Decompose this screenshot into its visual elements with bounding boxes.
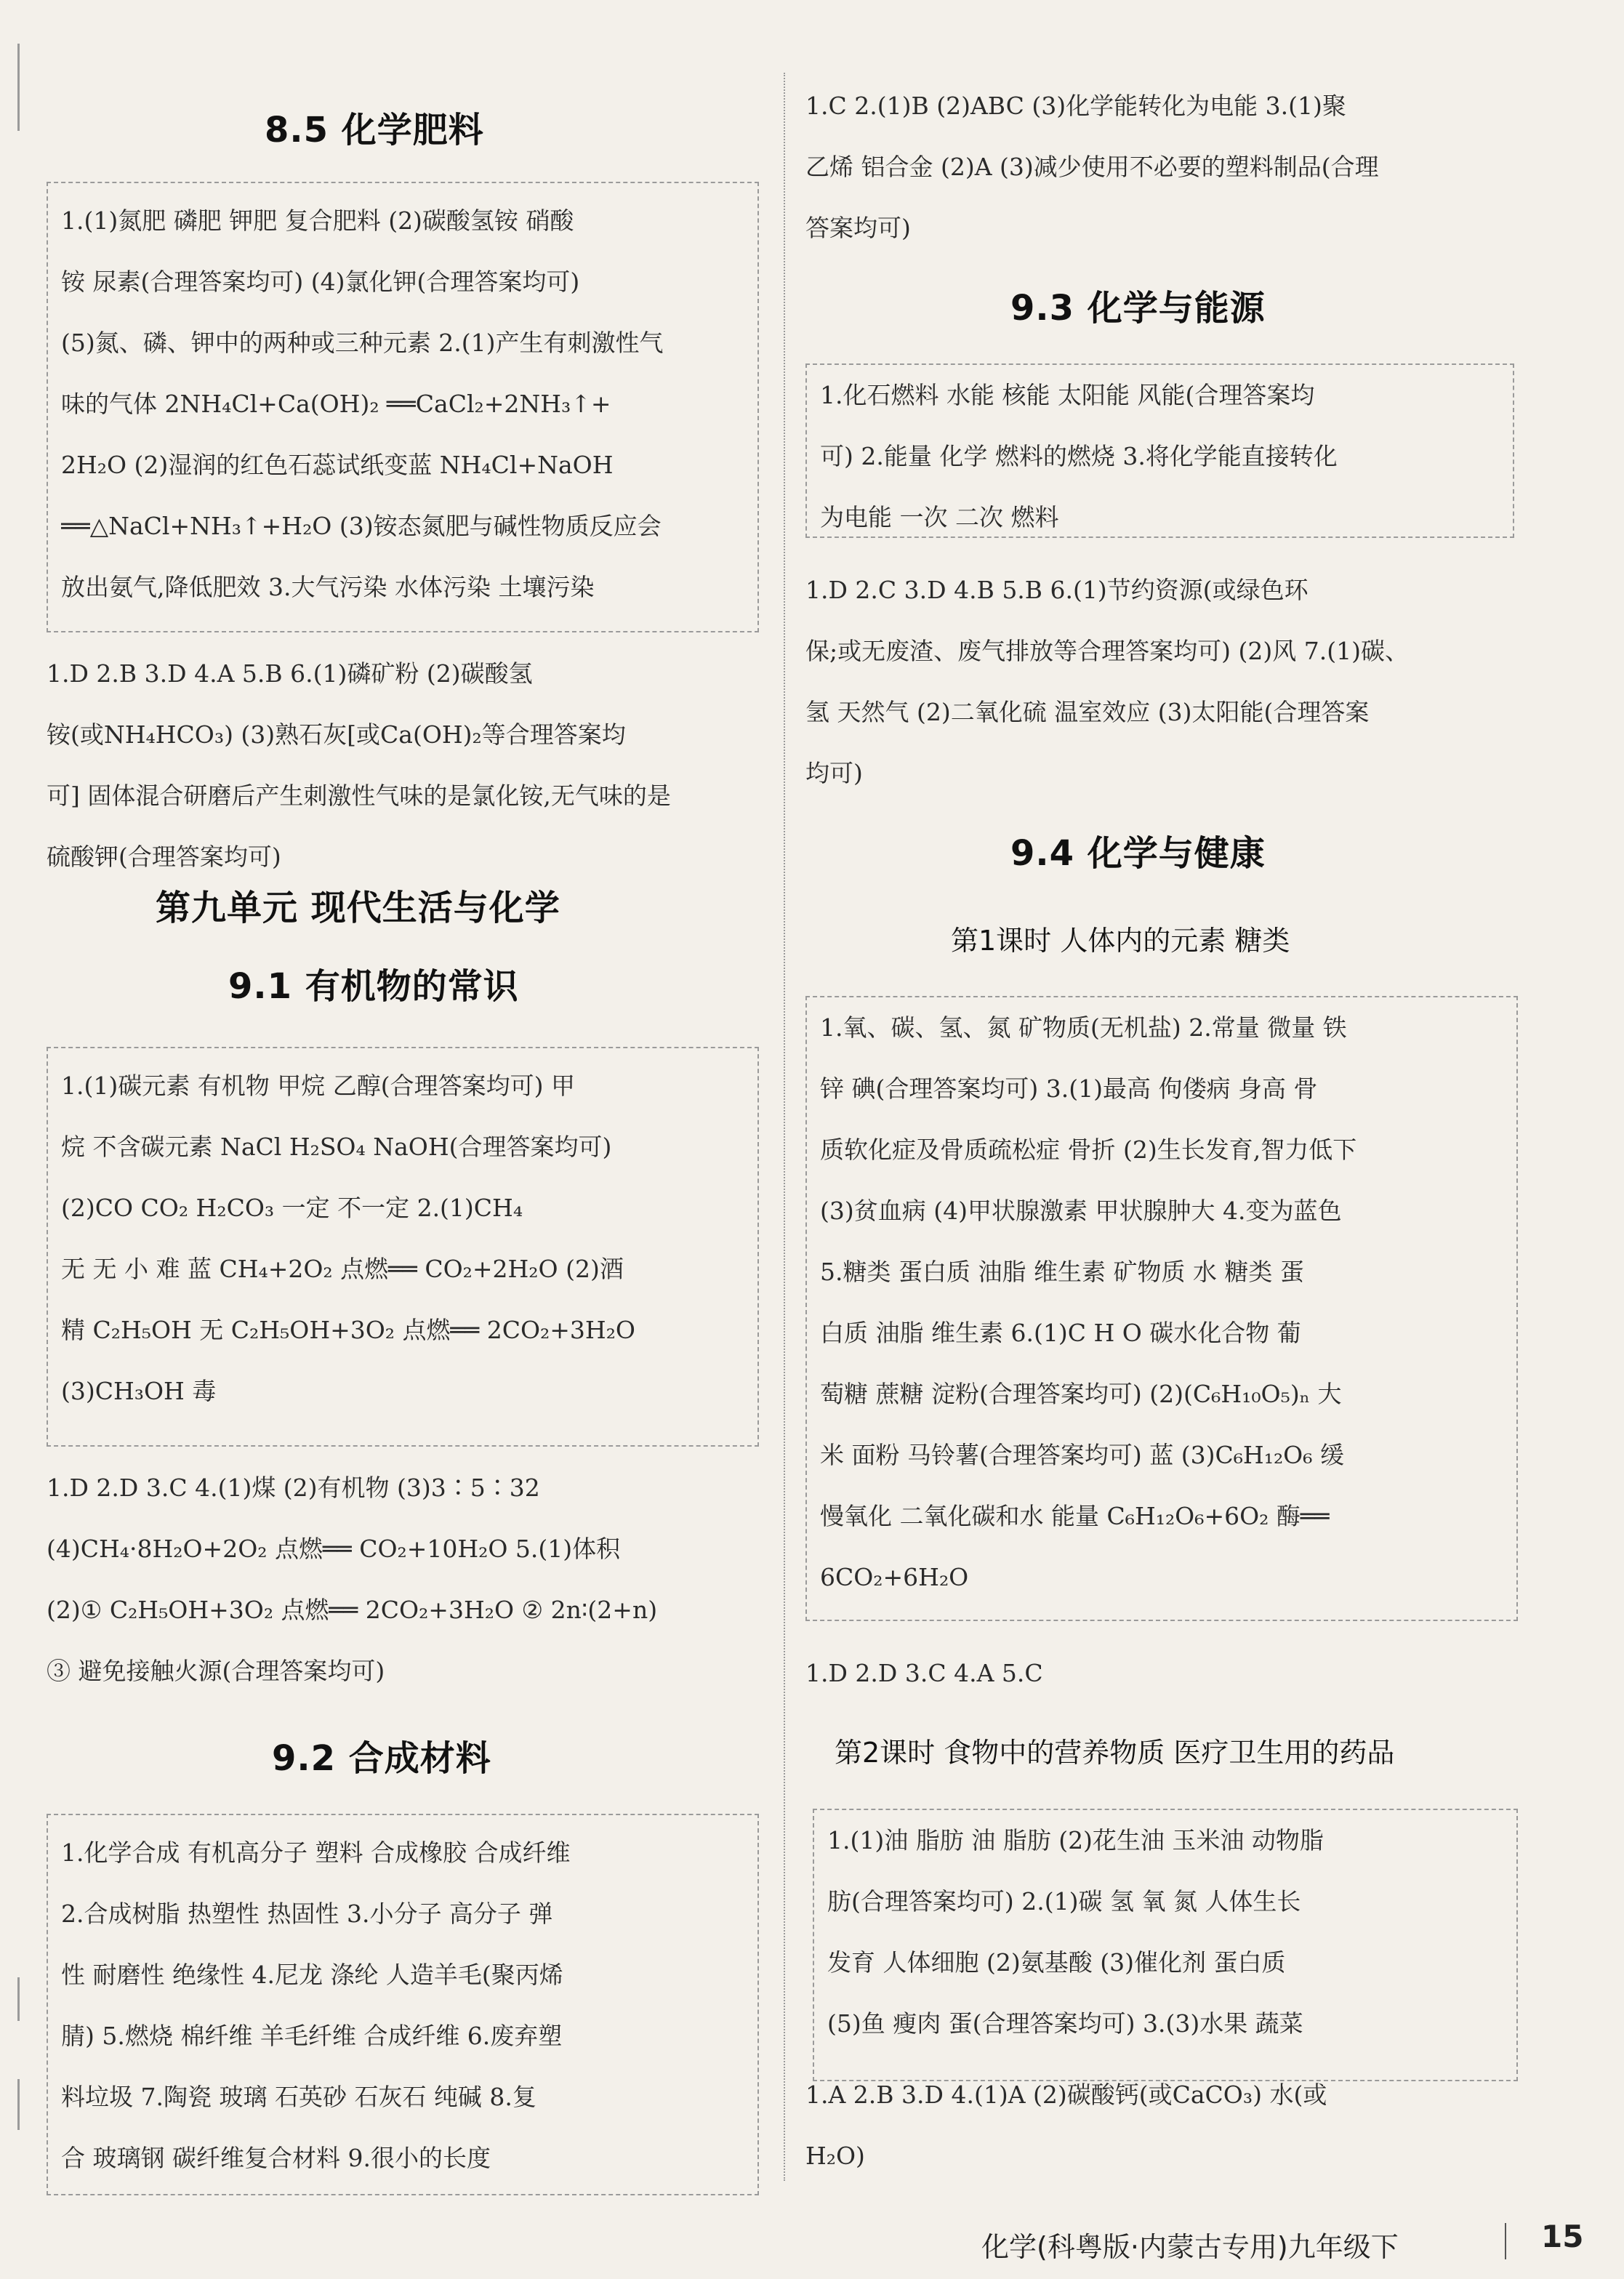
box-line: 白质 油脂 维生素 6.(1)C H O 碳水化合物 葡 [820,1319,1301,1347]
box-line: 1.化石燃料 水能 核能 太阳能 风能(合理答案均 [820,381,1315,409]
page-number: 15 [1541,2219,1584,2254]
margin-mark [17,44,20,131]
answers-9-3 [805,560,1532,804]
box-line: 精 C₂H₅OH 无 C₂H₅OH+3O₂ 点燃══ 2CO₂+3H₂O [61,1316,635,1344]
box-line: 萄糖 蔗糖 淀粉(合理答案均可) (2)(C₆H₁₀O₅)ₙ 大 [820,1380,1342,1408]
answer-line: 乙烯 铝合金 (2)A (3)减少使用不必要的塑料制品(合理 [805,153,1379,181]
box-line: ══△NaCl+NH₃↑+H₂O (3)铵态氮肥与碱性物质反应会 [61,512,662,540]
box-line: 合 玻璃钢 碳纤维复合材料 9.很小的长度 [61,2144,491,2172]
answer-line: (2)① C₂H₅OH+3O₂ 点燃══ 2CO₂+3H₂O ② 2n∶(2+n) [47,1596,658,1624]
answer-box-9-1 [47,1047,759,1447]
box-line: (3)贫血病 (4)甲状腺激素 甲状腺肿大 4.变为蓝色 [820,1197,1342,1225]
box-line: (3)CH₃OH 毒 [61,1377,217,1405]
answers-8-5 [47,643,759,888]
answer-line: ③ 避免接触火源(合理答案均可) [47,1657,385,1685]
box-line: 2.合成树脂 热塑性 热固性 3.小分子 高分子 弹 [61,1900,553,1928]
box-line: 1.氧、碳、氢、氮 矿物质(无机盐) 2.常量 微量 铁 [820,1013,1347,1042]
section-title-9-1: 9.1 有机物的常识 [228,966,519,1007]
box-line: 腈) 5.燃烧 棉纤维 羊毛纤维 合成纤维 6.废弃塑 [61,2022,563,2050]
box-line: 烷 不含碳元素 NaCl H₂SO₄ NaOH(合理答案均可) [61,1133,612,1161]
box-line: 性 耐磨性 绝缘性 4.尼龙 涤纶 人造羊毛(聚丙烯 [61,1961,563,1989]
box-line: 1.(1)油 脂肪 油 脂肪 (2)花生油 玉米油 动物脂 [827,1826,1324,1854]
answer-line: 铵(或NH₄HCO₃) (3)熟石灰[或Ca(OH)₂等合理答案均 [47,720,626,749]
answers-9-4-lesson-2 [805,2065,1532,2187]
answer-box-9-3 [805,363,1514,538]
unit-title: 第九单元 现代生活与化学 [156,888,560,928]
footer-book-title: 化学(科粤版·内蒙古专用)九年级下 [981,2231,1399,2263]
answer-line: (4)CH₄·8H₂O+2O₂ 点燃══ CO₂+10H₂O 5.(1)体积 [47,1535,621,1563]
box-line: 锌 碘(合理答案均可) 3.(1)最高 佝偻病 身高 骨 [820,1074,1318,1103]
answers-9-2 [805,76,1532,259]
footer-separator [1505,2223,1506,2259]
box-line: 6CO₂+6H₂O [820,1563,969,1591]
answers-9-4-lesson-1 [805,1643,1532,1704]
margin-mark [17,1977,20,2021]
answer-line: 1.A 2.B 3.D 4.(1)A (2)碳酸钙(或CaCO₃) 水(或 [805,2081,1327,2109]
lesson-2-title: 第2课时 食物中的营养物质 医疗卫生用的药品 [835,1737,1395,1769]
lesson-1-title: 第1课时 人体内的元素 糖类 [951,925,1290,957]
box-line: (5)氮、磷、钾中的两种或三种元素 2.(1)产生有刺激性气 [61,329,664,357]
box-line: 1.化学合成 有机高分子 塑料 合成橡胶 合成纤维 [61,1838,571,1867]
answers-9-1 [47,1458,759,1702]
box-line: 1.(1)氮肥 磷肥 钾肥 复合肥料 (2)碳酸氢铵 硝酸 [61,206,574,235]
box-line: 铵 尿素(合理答案均可) (4)氯化钾(合理答案均可) [61,268,580,296]
answer-box-9-2 [47,1814,759,2195]
answer-line: 1.D 2.B 3.D 4.A 5.B 6.(1)磷矿粉 (2)碳酸氢 [47,659,533,688]
box-line: 为电能 一次 二次 燃料 [820,503,1059,531]
box-line: (2)CO CO₂ H₂CO₃ 一定 不一定 2.(1)CH₄ [61,1194,523,1222]
answer-line: 氢 天然气 (2)二氧化硫 温室效应 (3)太阳能(合理答案 [805,698,1370,726]
answer-box-9-4-lesson-1 [805,996,1518,1621]
answer-box-8-5 [47,182,759,632]
box-line: 肪(合理答案均可) 2.(1)碳 氢 氧 氮 人体生长 [827,1887,1301,1916]
margin-mark [17,2079,20,2130]
box-line: 可) 2.能量 化学 燃料的燃烧 3.将化学能直接转化 [820,442,1338,470]
answer-line: 保;或无废渣、废气排放等合理答案均可) (2)风 7.(1)碳、 [805,637,1409,665]
box-line: 料垃圾 7.陶瓷 玻璃 石英砂 石灰石 纯碱 8.复 [61,2083,536,2111]
column-divider [784,73,785,2181]
box-line: 1.(1)碳元素 有机物 甲烷 乙醇(合理答案均可) 甲 [61,1072,575,1100]
box-line: (5)鱼 瘦肉 蛋(合理答案均可) 3.(3)水果 蔬菜 [827,2009,1303,2038]
section-title-9-3: 9.3 化学与能源 [1010,288,1266,329]
box-line: 5.糖类 蛋白质 油脂 维生素 矿物质 水 糖类 蛋 [820,1258,1304,1286]
box-line: 放出氨气,降低肥效 3.大气污染 水体污染 土壤污染 [61,573,595,601]
answer-line: 1.D 2.D 3.C 4.A 5.C [805,1659,1043,1687]
answer-line: 硫酸钾(合理答案均可) [47,843,281,871]
box-line: 无 无 小 难 蓝 CH₄+2O₂ 点燃══ CO₂+2H₂O (2)酒 [61,1255,624,1283]
answer-line: 答案均可) [805,214,911,242]
section-title-8-5: 8.5 化学肥料 [265,110,484,150]
answer-line: 1.D 2.C 3.D 4.B 5.B 6.(1)节约资源(或绿色环 [805,576,1309,604]
box-line: 质软化症及骨质疏松症 骨折 (2)生长发育,智力低下 [820,1136,1357,1164]
box-line: 米 面粉 马铃薯(合理答案均可) 蓝 (3)C₆H₁₂O₆ 缓 [820,1441,1344,1469]
box-line: 发育 人体细胞 (2)氨基酸 (3)催化剂 蛋白质 [827,1948,1286,1977]
box-line: 慢氧化 二氧化碳和水 能量 C₆H₁₂O₆+6O₂ 酶══ [820,1502,1330,1530]
answer-line: 1.D 2.D 3.C 4.(1)煤 (2)有机物 (3)3∶5∶32 [47,1474,540,1502]
section-title-9-4: 9.4 化学与健康 [1010,833,1266,874]
answer-line: 1.C 2.(1)B (2)ABC (3)化学能转化为电能 3.(1)聚 [805,92,1346,120]
answer-line: 均可) [805,759,863,787]
answer-line: H₂O) [805,2142,865,2170]
answer-box-9-4-lesson-2 [813,1809,1518,2081]
section-title-9-2: 9.2 合成材料 [272,1738,491,1779]
answer-line: 可] 固体混合研磨后产生刺激性气味的是氯化铵,无气味的是 [47,781,671,810]
box-line: 2H₂O (2)湿润的红色石蕊试纸变蓝 NH₄Cl+NaOH [61,451,614,479]
box-line: 味的气体 2NH₄Cl+Ca(OH)₂ ══CaCl₂+2NH₃↑+ [61,390,611,418]
